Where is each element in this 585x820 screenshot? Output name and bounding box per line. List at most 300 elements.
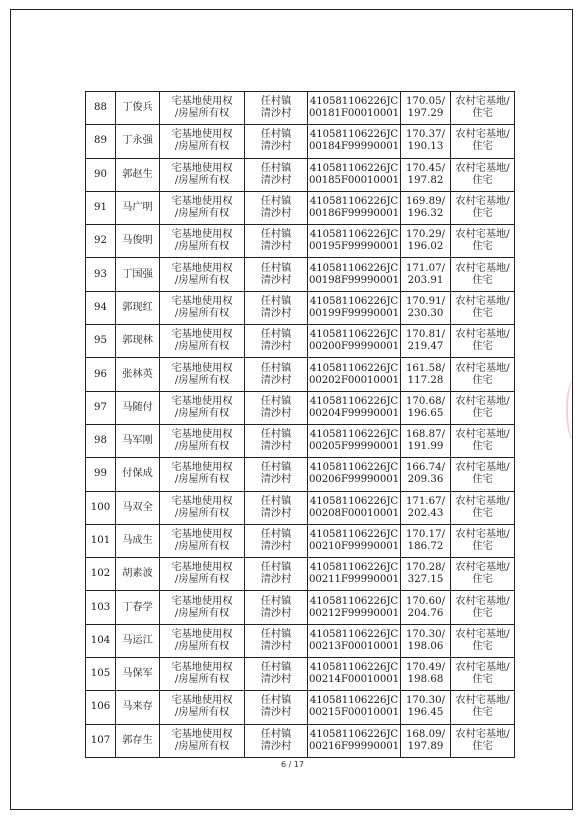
- row-number-cell: 106: [86, 691, 116, 724]
- owner-name-cell: 胡素波: [116, 558, 160, 591]
- land-use-cell-line: 农村宅基地/: [455, 229, 510, 241]
- parcel-code-cell-line: 00199F99990001: [309, 307, 399, 319]
- area-cell-line: 196.65: [407, 407, 444, 419]
- area-cell: [401, 424, 451, 457]
- owner-name-cell: 马随付: [116, 391, 160, 424]
- right-type-cell-line: /房屋所有权: [174, 341, 230, 353]
- land-use-cell-line: 住宅: [472, 474, 493, 486]
- land-use-cell: [451, 524, 515, 557]
- right-type-cell-line: /房屋所有权: [174, 574, 230, 586]
- location-cell-line: 清沙村: [260, 341, 292, 353]
- parcel-code-cell-line: 00198F99990001: [309, 274, 399, 286]
- parcel-code-cell: [308, 92, 401, 125]
- land-use-cell: [451, 558, 515, 591]
- location-cell-line: 清沙村: [260, 307, 292, 319]
- area-cell-line: 170.05/: [405, 96, 446, 108]
- land-use-cell-line: 农村宅基地/: [455, 495, 510, 507]
- parcel-code-cell: [308, 191, 401, 224]
- parcel-code-cell-line: 410581106226JC: [309, 695, 399, 707]
- area-cell: [401, 591, 451, 624]
- right-type-cell: [160, 158, 245, 191]
- row-number-cell: 95: [86, 325, 116, 358]
- location-cell-line: 任村镇: [260, 529, 292, 540]
- land-use-cell-line: 住宅: [472, 208, 493, 220]
- right-type-cell: [160, 424, 245, 457]
- location-cell: [245, 325, 308, 358]
- area-cell: [401, 158, 451, 191]
- area-cell-line: 186.72: [407, 541, 444, 552]
- land-rights-table: [85, 91, 515, 758]
- parcel-code-cell: [308, 291, 401, 324]
- land-use-cell: [451, 125, 515, 158]
- right-type-cell-line: /房屋所有权: [174, 607, 230, 619]
- land-use-cell-line: 住宅: [472, 108, 493, 120]
- area-cell-line: 230.30: [407, 307, 444, 319]
- table-row: [86, 491, 515, 524]
- land-use-cell: [451, 491, 515, 524]
- row-number-cell: 102: [86, 558, 116, 591]
- parcel-code-cell-line: 410581106226JC: [309, 429, 399, 441]
- right-type-cell: [160, 524, 245, 557]
- right-type-cell-line: /房屋所有权: [174, 407, 230, 419]
- area-cell-line: 168.09/: [405, 728, 446, 740]
- location-cell-line: 任村镇: [260, 662, 292, 674]
- right-type-cell-line: /房屋所有权: [174, 241, 230, 253]
- right-type-cell: [160, 92, 245, 125]
- right-type-cell-line: 宅基地使用权: [171, 295, 233, 307]
- area-cell: [401, 491, 451, 524]
- parcel-code-cell-line: 410581106226JC: [309, 562, 399, 574]
- row-number-cell: 105: [86, 658, 116, 691]
- location-cell-line: 任村镇: [260, 562, 292, 574]
- location-cell: [245, 724, 308, 757]
- area-cell-line: 209.36: [407, 474, 444, 486]
- area-cell-line: 171.67/: [405, 495, 446, 507]
- owner-name-cell: 郭存生: [116, 724, 160, 757]
- area-cell: [401, 658, 451, 691]
- location-cell-line: 清沙村: [260, 274, 292, 286]
- table-row: [86, 258, 515, 291]
- right-type-cell-line: 宅基地使用权: [171, 196, 233, 208]
- land-use-cell-line: 农村宅基地/: [455, 329, 510, 341]
- owner-name-cell: 马军刚: [116, 424, 160, 457]
- table-row: [86, 358, 515, 391]
- owner-name-cell: 马运江: [116, 624, 160, 657]
- area-cell: [401, 724, 451, 757]
- owner-name-cell: 马来存: [116, 691, 160, 724]
- right-type-cell: [160, 558, 245, 591]
- location-cell: [245, 158, 308, 191]
- area-cell: [401, 191, 451, 224]
- parcel-code-cell: [308, 624, 401, 657]
- land-use-cell-line: 住宅: [472, 674, 493, 686]
- land-use-cell-line: 农村宅基地/: [455, 529, 510, 540]
- location-cell: [245, 191, 308, 224]
- owner-name-cell: 丁永强: [116, 125, 160, 158]
- location-cell-line: 任村镇: [260, 628, 292, 640]
- right-type-cell-line: /房屋所有权: [174, 674, 230, 686]
- parcel-code-cell-line: 00214F00010001: [309, 674, 399, 686]
- right-type-cell: [160, 691, 245, 724]
- owner-name-cell: 马广明: [116, 191, 160, 224]
- area-cell-line: 197.82: [407, 174, 444, 186]
- land-use-cell-line: 住宅: [472, 574, 493, 586]
- right-type-cell: [160, 125, 245, 158]
- land-use-cell-line: 住宅: [472, 174, 493, 186]
- area-cell-line: 170.29/: [405, 229, 446, 241]
- land-use-cell-line: 住宅: [472, 141, 493, 153]
- area-cell-line: 170.30/: [405, 628, 446, 640]
- parcel-code-cell-line: 00202F00010001: [309, 374, 399, 386]
- right-type-cell: [160, 624, 245, 657]
- land-use-cell: [451, 391, 515, 424]
- parcel-code-cell-line: 00206F99990001: [309, 474, 399, 486]
- location-cell-line: 任村镇: [260, 129, 292, 141]
- area-cell-line: 197.89: [407, 740, 444, 752]
- table-row: [86, 624, 515, 657]
- parcel-code-cell: [308, 125, 401, 158]
- parcel-code-cell-line: 410581106226JC: [309, 129, 399, 141]
- right-type-cell-line: /房屋所有权: [174, 108, 230, 120]
- area-cell-line: 327.15: [407, 574, 444, 586]
- area-cell: [401, 624, 451, 657]
- location-cell-line: 任村镇: [260, 695, 292, 707]
- location-cell-line: 任村镇: [260, 595, 292, 607]
- parcel-code-cell: [308, 458, 401, 491]
- area-cell-line: 170.45/: [405, 162, 446, 174]
- land-use-cell: [451, 591, 515, 624]
- owner-name-cell: 付保成: [116, 458, 160, 491]
- parcel-code-cell-line: 410581106226JC: [309, 662, 399, 674]
- land-use-cell-line: 农村宅基地/: [455, 295, 510, 307]
- right-type-cell-line: /房屋所有权: [174, 640, 230, 652]
- parcel-code-cell-line: 410581106226JC: [309, 196, 399, 208]
- parcel-code-cell-line: 410581106226JC: [309, 395, 399, 407]
- location-cell-line: 清沙村: [260, 707, 292, 719]
- row-number-cell: 97: [86, 391, 116, 424]
- land-use-cell: [451, 724, 515, 757]
- land-use-cell-line: 农村宅基地/: [455, 129, 510, 141]
- row-number-cell: 93: [86, 258, 116, 291]
- row-number-cell: 90: [86, 158, 116, 191]
- parcel-code-cell: [308, 724, 401, 757]
- right-type-cell-line: /房屋所有权: [174, 208, 230, 220]
- area-cell: [401, 92, 451, 125]
- parcel-code-cell: [308, 325, 401, 358]
- location-cell-line: 清沙村: [260, 174, 292, 186]
- land-use-cell-line: 农村宅基地/: [455, 728, 510, 740]
- location-cell-line: 清沙村: [260, 241, 292, 253]
- parcel-code-cell: [308, 558, 401, 591]
- parcel-code-cell: [308, 591, 401, 624]
- area-cell-line: 196.02: [407, 241, 444, 253]
- parcel-code-cell-line: 410581106226JC: [309, 229, 399, 241]
- area-cell-line: 117.28: [407, 374, 444, 386]
- parcel-code-cell-line: 00204F99990001: [309, 407, 399, 419]
- owner-name-cell: 马保军: [116, 658, 160, 691]
- row-number-cell: 92: [86, 225, 116, 258]
- parcel-code-cell-line: 00205F99990001: [309, 441, 399, 453]
- area-cell: [401, 325, 451, 358]
- parcel-code-cell-line: 410581106226JC: [309, 262, 399, 274]
- land-use-cell: [451, 225, 515, 258]
- location-cell-line: 任村镇: [260, 329, 292, 341]
- location-cell-line: 任村镇: [260, 395, 292, 407]
- area-cell: [401, 458, 451, 491]
- parcel-code-cell: [308, 424, 401, 457]
- row-number-cell: 94: [86, 291, 116, 324]
- location-cell-line: 任村镇: [260, 728, 292, 740]
- location-cell: [245, 624, 308, 657]
- parcel-code-cell-line: 410581106226JC: [309, 595, 399, 607]
- row-number-cell: 96: [86, 358, 116, 391]
- parcel-code-cell-line: 00215F00010001: [309, 707, 399, 719]
- location-cell: [245, 258, 308, 291]
- right-type-cell-line: /房屋所有权: [174, 441, 230, 453]
- parcel-code-cell-line: 410581106226JC: [309, 462, 399, 474]
- right-type-cell-line: 宅基地使用权: [171, 495, 233, 507]
- location-cell-line: 清沙村: [260, 640, 292, 652]
- row-number-cell: 100: [86, 491, 116, 524]
- location-cell-line: 任村镇: [260, 196, 292, 208]
- parcel-code-cell: [308, 391, 401, 424]
- right-type-cell-line: 宅基地使用权: [171, 96, 233, 108]
- location-cell: [245, 92, 308, 125]
- land-use-cell-line: 住宅: [472, 374, 493, 386]
- land-use-cell-line: 农村宅基地/: [455, 695, 510, 707]
- area-cell: [401, 691, 451, 724]
- area-cell-line: 191.99: [407, 441, 444, 453]
- right-type-cell-line: 宅基地使用权: [171, 262, 233, 274]
- owner-name-cell: 丁国强: [116, 258, 160, 291]
- table-row: [86, 158, 515, 191]
- area-cell: [401, 524, 451, 557]
- owner-name-cell: 马双全: [116, 491, 160, 524]
- location-cell-line: 任村镇: [260, 429, 292, 441]
- right-type-cell-line: /房屋所有权: [174, 307, 230, 319]
- right-type-cell-line: 宅基地使用权: [171, 362, 233, 374]
- location-cell-line: 任村镇: [260, 262, 292, 274]
- land-use-cell-line: 农村宅基地/: [455, 662, 510, 674]
- land-use-cell-line: 住宅: [472, 740, 493, 752]
- right-type-cell: [160, 325, 245, 358]
- area-cell-line: 196.32: [407, 208, 444, 220]
- parcel-code-cell: [308, 524, 401, 557]
- right-type-cell: [160, 391, 245, 424]
- right-type-cell: [160, 458, 245, 491]
- location-cell: [245, 125, 308, 158]
- area-cell-line: 170.30/: [405, 695, 446, 707]
- right-type-cell: [160, 291, 245, 324]
- area-cell-line: 198.68: [407, 674, 444, 686]
- right-type-cell-line: /房屋所有权: [174, 740, 230, 752]
- right-type-cell: [160, 358, 245, 391]
- location-cell-line: 清沙村: [260, 441, 292, 453]
- land-use-cell: [451, 158, 515, 191]
- land-use-cell-line: 农村宅基地/: [455, 562, 510, 574]
- land-use-cell: [451, 658, 515, 691]
- land-use-cell-line: 农村宅基地/: [455, 262, 510, 274]
- right-type-cell-line: 宅基地使用权: [171, 662, 233, 674]
- location-cell-line: 清沙村: [260, 541, 292, 552]
- land-use-cell: [451, 258, 515, 291]
- location-cell-line: 清沙村: [260, 574, 292, 586]
- right-type-cell-line: 宅基地使用权: [171, 695, 233, 707]
- table-row: [86, 125, 515, 158]
- location-cell: [245, 558, 308, 591]
- right-type-cell-line: 宅基地使用权: [171, 395, 233, 407]
- parcel-code-cell: [308, 691, 401, 724]
- parcel-code-cell-line: 00212F99990001: [309, 607, 399, 619]
- land-use-cell: [451, 325, 515, 358]
- location-cell-line: 任村镇: [260, 162, 292, 174]
- table-row: [86, 524, 515, 557]
- table-body: [86, 92, 515, 758]
- location-cell: [245, 491, 308, 524]
- parcel-code-cell-line: 410581106226JC: [309, 728, 399, 740]
- area-cell-line: 170.49/: [405, 662, 446, 674]
- parcel-code-cell-line: 00195F99990001: [309, 241, 399, 253]
- area-cell: [401, 391, 451, 424]
- location-cell-line: 清沙村: [260, 507, 292, 519]
- area-cell-line: 202.43: [407, 507, 444, 519]
- owner-name-cell: 丁俊兵: [116, 92, 160, 125]
- location-cell-line: 任村镇: [260, 495, 292, 507]
- parcel-code-cell-line: 410581106226JC: [309, 529, 399, 540]
- area-cell: [401, 225, 451, 258]
- area-cell-line: 171.07/: [405, 262, 446, 274]
- table-row: [86, 558, 515, 591]
- parcel-code-cell-line: 00216F99990001: [309, 740, 399, 752]
- area-cell-line: 170.68/: [405, 395, 446, 407]
- land-use-cell-line: 住宅: [472, 607, 493, 619]
- location-cell: [245, 291, 308, 324]
- parcel-code-cell: [308, 258, 401, 291]
- area-cell: [401, 125, 451, 158]
- location-cell-line: 清沙村: [260, 141, 292, 153]
- row-number-cell: 103: [86, 591, 116, 624]
- land-use-cell-line: 住宅: [472, 241, 493, 253]
- area-cell-line: 190.13: [407, 141, 444, 153]
- right-type-cell-line: 宅基地使用权: [171, 562, 233, 574]
- area-cell-line: 169.89/: [405, 196, 446, 208]
- location-cell: [245, 458, 308, 491]
- land-use-cell-line: 农村宅基地/: [455, 395, 510, 407]
- area-cell-line: 168.87/: [405, 429, 446, 441]
- parcel-code-cell-line: 410581106226JC: [309, 362, 399, 374]
- table-row: [86, 92, 515, 125]
- parcel-code-cell-line: 00181F00010001: [309, 108, 399, 120]
- location-cell-line: 任村镇: [260, 462, 292, 474]
- right-type-cell-line: /房屋所有权: [174, 141, 230, 153]
- right-type-cell-line: 宅基地使用权: [171, 462, 233, 474]
- parcel-code-cell-line: 00210F99990001: [309, 541, 399, 552]
- right-type-cell-line: /房屋所有权: [174, 507, 230, 519]
- parcel-code-cell-line: 410581106226JC: [309, 96, 399, 108]
- location-cell-line: 任村镇: [260, 362, 292, 374]
- right-type-cell: [160, 724, 245, 757]
- area-cell-line: 170.91/: [405, 295, 446, 307]
- land-use-cell-line: 住宅: [472, 441, 493, 453]
- land-use-cell-line: 农村宅基地/: [455, 362, 510, 374]
- area-cell: [401, 291, 451, 324]
- land-use-cell: [451, 358, 515, 391]
- page-number: 6 / 17: [280, 760, 305, 769]
- area-cell-line: 166.74/: [405, 462, 446, 474]
- location-cell-line: 任村镇: [260, 229, 292, 241]
- location-cell-line: 清沙村: [260, 374, 292, 386]
- area-cell-line: 161.58/: [405, 362, 446, 374]
- location-cell: [245, 424, 308, 457]
- area-cell-line: 170.28/: [405, 562, 446, 574]
- area-cell-line: 204.76: [407, 607, 444, 619]
- parcel-code-cell-line: 00213F00010001: [309, 640, 399, 652]
- right-type-cell-line: 宅基地使用权: [171, 162, 233, 174]
- location-cell: [245, 524, 308, 557]
- land-use-cell-line: 住宅: [472, 507, 493, 519]
- area-cell-line: 203.91: [407, 274, 444, 286]
- table-row: [86, 225, 515, 258]
- parcel-code-cell: [308, 225, 401, 258]
- right-type-cell-line: 宅基地使用权: [171, 595, 233, 607]
- area-cell-line: 197.29: [407, 108, 444, 120]
- land-use-cell-line: 住宅: [472, 707, 493, 719]
- parcel-code-cell-line: 410581106226JC: [309, 495, 399, 507]
- row-number-cell: 107: [86, 724, 116, 757]
- area-cell-line: 170.37/: [405, 129, 446, 141]
- land-use-cell-line: 农村宅基地/: [455, 162, 510, 174]
- owner-name-cell: 马俊明: [116, 225, 160, 258]
- right-type-cell-line: /房屋所有权: [174, 707, 230, 719]
- row-number-cell: 104: [86, 624, 116, 657]
- parcel-code-cell: [308, 658, 401, 691]
- parcel-code-cell-line: 00185F00010001: [309, 174, 399, 186]
- owner-name-cell: 郭现红: [116, 291, 160, 324]
- table-row: [86, 691, 515, 724]
- location-cell: [245, 391, 308, 424]
- right-type-cell-line: 宅基地使用权: [171, 129, 233, 141]
- land-use-cell-line: 住宅: [472, 307, 493, 319]
- parcel-code-cell-line: 00208F00010001: [309, 507, 399, 519]
- location-cell-line: 任村镇: [260, 96, 292, 108]
- land-use-cell-line: 农村宅基地/: [455, 595, 510, 607]
- location-cell-line: 清沙村: [260, 740, 292, 752]
- stamp-edge-mark: [566, 380, 582, 440]
- location-cell: [245, 591, 308, 624]
- table-row: [86, 591, 515, 624]
- land-use-cell-line: 住宅: [472, 541, 493, 552]
- right-type-cell-line: 宅基地使用权: [171, 529, 233, 540]
- parcel-code-cell-line: 00184F99990001: [309, 141, 399, 153]
- row-number-cell: 89: [86, 125, 116, 158]
- owner-name-cell: 马成生: [116, 524, 160, 557]
- owner-name-cell: 丁春学: [116, 591, 160, 624]
- parcel-code-cell-line: 00186F99990001: [309, 208, 399, 220]
- parcel-code-cell-line: 410581106226JC: [309, 295, 399, 307]
- parcel-code-cell-line: 410581106226JC: [309, 162, 399, 174]
- owner-name-cell: 郭赵生: [116, 158, 160, 191]
- right-type-cell-line: 宅基地使用权: [171, 728, 233, 740]
- area-cell-line: 170.81/: [405, 329, 446, 341]
- right-type-cell-line: 宅基地使用权: [171, 229, 233, 241]
- location-cell-line: 清沙村: [260, 407, 292, 419]
- right-type-cell-line: /房屋所有权: [174, 474, 230, 486]
- table-row: [86, 191, 515, 224]
- land-use-cell: [451, 624, 515, 657]
- land-use-cell-line: 住宅: [472, 407, 493, 419]
- parcel-code-cell-line: 410581106226JC: [309, 329, 399, 341]
- parcel-code-cell: [308, 358, 401, 391]
